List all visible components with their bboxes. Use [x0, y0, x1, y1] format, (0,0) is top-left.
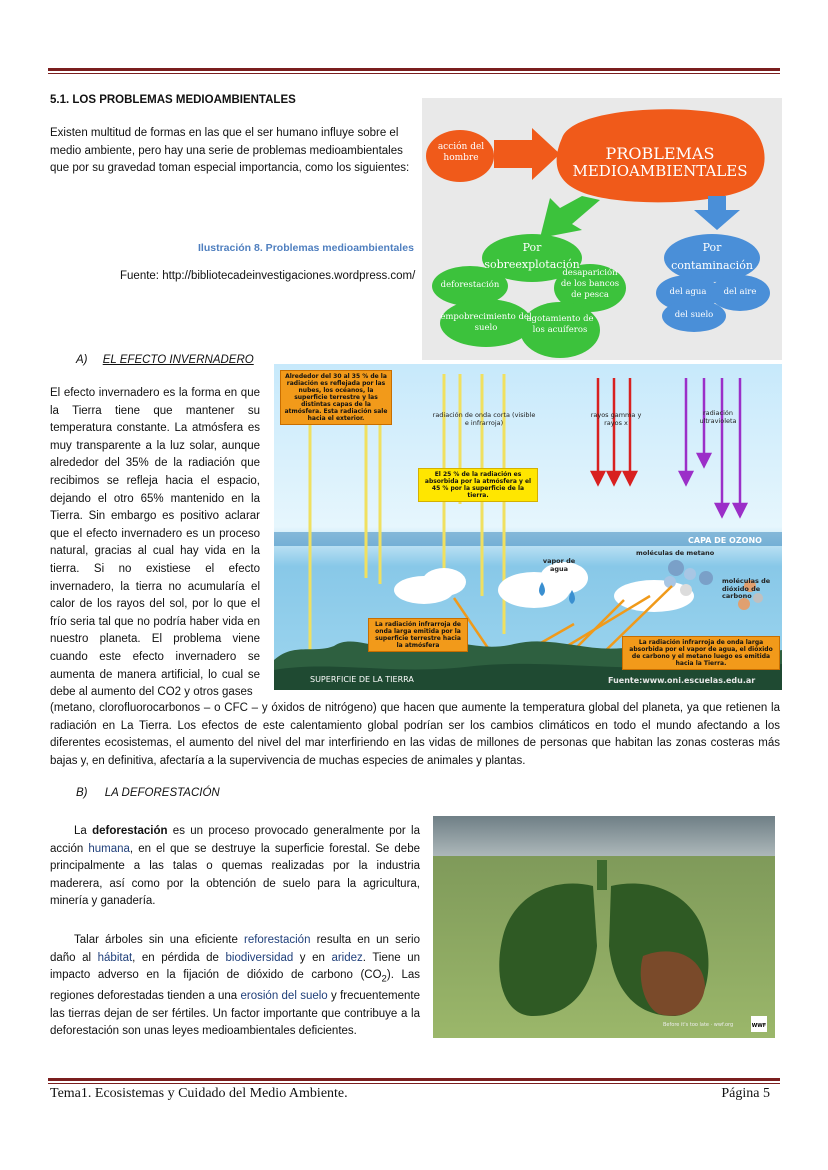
p1-text-a: La	[74, 825, 93, 837]
uv-label: radiación ultravioleta	[699, 409, 737, 425]
vapor-label: vapor de agua	[542, 557, 576, 573]
problems-diagram	[422, 98, 782, 360]
conta-label-2: contaminación	[671, 259, 753, 272]
greenhouse-paragraph-narrow: El efecto invernadero es la forma en que la Tierra tiene que mantener su temperatura constante. La atmósfera es muy transparente a la luz solar, aunque alrededor del 35% de la radiación que recibimos se refleja hacia el espacio, dejando el otro 65% mantenido en la Tierra. Sin embargo es positivo aclarar que el efecto invernadero es un proceso natural, gracias al cual hay vida en la tierra. Si no existiese el efecto invernadero, la tierra no acumularía el calor de los rayos del sol, por lo que el frío seria tal que no podría haber vida en nuestro planeta. El problema viene cuando este efecto invernadero se aumenta de manera artificial, lo cual se debe al aumento del CO2 y otros gases	[50, 387, 260, 699]
link-reforestacion[interactable]: reforestación	[243, 934, 311, 946]
section-title: 5.1. LOS PROBLEMAS MEDIOAMBIENTALES	[50, 94, 296, 106]
reflect-box: Alrededor del 30 al 35 % de la radiación es reflejada por las nubes, los océanos, la superficie terrestre y las distintas capas de la atmósfera. Esta radiación sale hacia el exterior.	[280, 370, 392, 425]
agua-label: del agua	[669, 287, 707, 297]
p2-text-g: y frecuentemente las tierras dejan de ser fértiles. Un factor importante que contribuye a la deforestación son unas leyes medioambientales deficientes.	[50, 990, 420, 1038]
illustration-source: Fuente: http://bibliotecadeinvestigaciones.wordpress.com/	[120, 270, 416, 282]
p2-text-d: y en	[293, 951, 332, 964]
onda-corta-label: radiación de onda corta (visible e infrarroja)	[432, 411, 536, 427]
sobre-label-2: sobreexplotación	[484, 258, 580, 271]
desaparicion-label: desaparición de los bancos de pesca	[560, 268, 620, 300]
p2-text-e: . Tiene un impacto adverso en la fijación de dióxido de carbono (CO	[50, 951, 420, 982]
superficie-label: SUPERFICIE DE LA TIERRA	[310, 675, 414, 684]
action-arrow	[494, 128, 560, 180]
greenhouse-source: Fuente:www.oni.escuelas.edu.ar	[608, 676, 756, 685]
green-arrow	[540, 196, 600, 238]
header-rule	[48, 68, 780, 74]
ozono-label: CAPA DE OZONO	[688, 536, 762, 545]
link-humana[interactable]: humana	[88, 842, 130, 855]
p1-text-b: es un proceso provocado generalmente por la acción	[50, 825, 420, 855]
p2-text-b: resulta en un serio daño al	[50, 934, 420, 964]
greenhouse-paragraph-full: (metano, clorofluorocarbonos – o CFC – y óxidos de nitrógeno) que hacen que aumente la temperatura global del planeta, ya que retienen la radiación en La Tierra. Los efectos de este calentamiento global podrían ser los cambios climáticos en todo el mundo afectando a los diferentes ecosistemas, el aumento del nivel del mar interfiriendo en las vidas de millones de personas que habitan las zonas costeras más bajas y, en definitiva, afectaría a la supervivencia de muchas especies de animales y plantas.	[50, 702, 780, 767]
conta-label-1: Por	[702, 241, 722, 254]
link-habitat[interactable]: hábitat	[97, 951, 133, 964]
section-a-title: EL EFECTO INVERNADERO	[102, 354, 254, 366]
aire-label: del aire	[723, 287, 757, 297]
sobre-label-1: Por	[522, 241, 542, 254]
blue-arrow	[694, 196, 740, 230]
intro-paragraph: Existen multitud de formas en las que el ser humano influye sobre el medio ambiente, pero hay una serie de problemas medioambientales que por su gravedad toman especial importancia, como los siguientes:	[50, 127, 410, 175]
footer-page-number: Página 5	[721, 1086, 770, 1101]
problemas-title-2: MEDIOAMBIENTALES	[572, 162, 748, 180]
illustration-caption: Ilustración 8. Problemas medioambientales	[198, 242, 414, 254]
section-a-heading	[76, 354, 254, 366]
greenhouse-diagram	[274, 364, 782, 690]
section-b-title: LA DEFORESTACIÓN	[104, 787, 220, 799]
p2-subscript: 2	[381, 973, 387, 985]
empobrecimiento-label: empobrecimiento del suelo	[440, 312, 532, 333]
footer-rule	[48, 1078, 780, 1084]
section-b-label: B)	[76, 787, 88, 799]
ir-absorb-box: La radiación infrarroja de onda larga absorbida por el vapor de agua, el dióxido de carbono y el metano luego es emitida hacia la Tierra.	[622, 636, 780, 670]
p1-text-c: , en el que se destruye la superficie forestal. Se debe principalmente a las talas o quemas realizadas por la industria maderera, así como por la obtención de suelo para la agricultura, minería y ganadería.	[50, 842, 420, 908]
wwf-logo: WWF	[751, 1023, 767, 1029]
suelo-label: del suelo	[674, 310, 714, 320]
photo-shapes	[433, 816, 775, 1038]
agotamiento-label: agotamiento de los acuíferos	[526, 314, 594, 335]
deforestation-paragraph-1	[50, 823, 420, 911]
deforestacion-label: deforestación	[440, 280, 500, 290]
photo-caption: Before it's too late · wwf.org	[663, 1022, 734, 1028]
link-erosion[interactable]: erosión del suelo	[240, 990, 328, 1003]
p1-bold: deforestación	[92, 825, 168, 837]
link-biodiversidad[interactable]: biodiversidad	[225, 951, 294, 964]
link-aridez[interactable]: aridez	[331, 951, 363, 964]
footer-left: Tema1. Ecosistemas y Cuidado del Medio Ambiente.	[50, 1086, 348, 1101]
deforestation-photo	[433, 816, 775, 1038]
ir-emit-box: La radiación infrarroja de onda larga emitida por la superficie terrestre hacia la atmósfera	[368, 618, 468, 652]
dioxido-label: moléculas de dióxido de carbono	[722, 577, 771, 600]
section-b-heading	[76, 787, 220, 799]
accion-label: acción del hombre	[437, 142, 485, 163]
metano-label: moléculas de metano	[636, 549, 715, 557]
section-a-label: A)	[76, 354, 88, 366]
deforestation-paragraph-2	[50, 932, 420, 1041]
p2-text-f: ). Las regiones deforestadas tienden a una	[50, 969, 420, 1003]
problemas-title-1: PROBLEMAS	[605, 144, 715, 163]
gamma-label: rayos gamma y rayos x	[590, 411, 642, 427]
p2-text-c: , en pérdida de	[132, 951, 226, 964]
absorbed-box: El 25 % de la radiación es absorbida por la atmósfera y el 45 % por la superficie de la tierra.	[418, 468, 538, 502]
p2-text-a: Talar árboles sin una eficiente	[74, 934, 244, 946]
